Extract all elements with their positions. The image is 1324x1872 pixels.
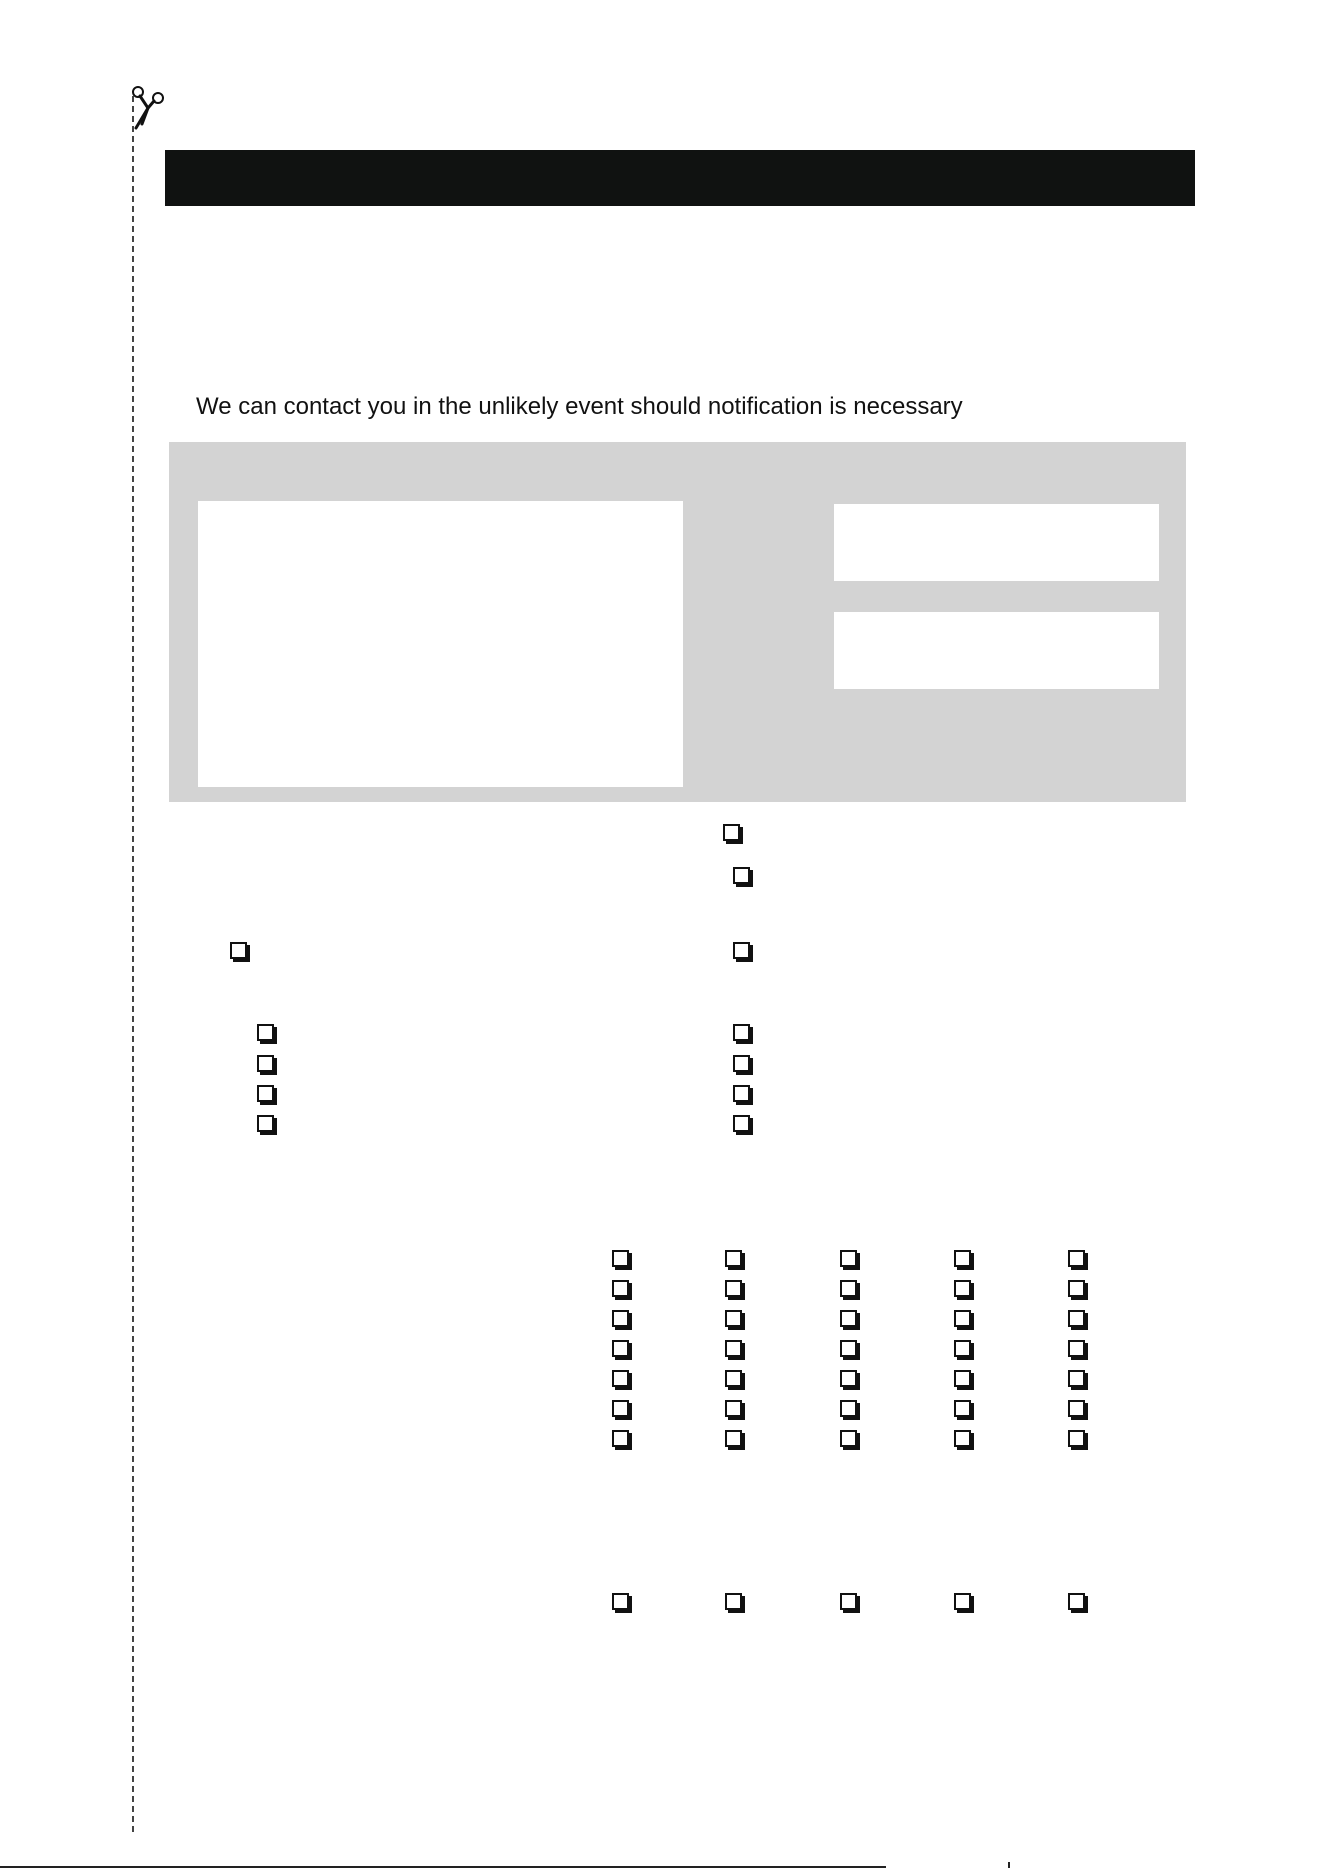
intro-text: We can contact you in the unlikely event should notification is necessary [196,393,963,420]
rating-checkbox[interactable] [612,1310,629,1327]
bottom-rule [0,1866,886,1868]
bottom-tick [1008,1862,1010,1868]
rating-checkbox[interactable] [1068,1593,1085,1610]
checkbox[interactable] [733,1085,750,1102]
rating-checkbox[interactable] [612,1370,629,1387]
cut-line [132,96,134,1832]
checkbox[interactable] [733,1055,750,1072]
rating-checkbox[interactable] [725,1370,742,1387]
rating-checkbox[interactable] [954,1310,971,1327]
rating-checkbox[interactable] [725,1340,742,1357]
rating-checkbox[interactable] [1068,1370,1085,1387]
contact-field-1[interactable] [834,504,1159,581]
rating-checkbox[interactable] [725,1310,742,1327]
checkbox[interactable] [733,942,750,959]
contact-panel [169,442,1186,802]
contact-field-2[interactable] [834,612,1159,689]
rating-checkbox[interactable] [954,1430,971,1447]
rating-checkbox[interactable] [725,1430,742,1447]
rating-checkbox[interactable] [840,1250,857,1267]
address-box[interactable] [198,501,683,787]
rating-checkbox[interactable] [612,1430,629,1447]
title-bar [165,150,1195,206]
rating-checkbox[interactable] [1068,1250,1085,1267]
rating-checkbox[interactable] [840,1593,857,1610]
rating-checkbox[interactable] [1068,1430,1085,1447]
rating-checkbox[interactable] [1068,1280,1085,1297]
rating-checkbox[interactable] [954,1400,971,1417]
rating-checkbox[interactable] [954,1593,971,1610]
rating-checkbox[interactable] [954,1280,971,1297]
rating-checkbox[interactable] [612,1400,629,1417]
checkbox[interactable] [257,1115,274,1132]
rating-checkbox[interactable] [612,1593,629,1610]
rating-checkbox[interactable] [612,1250,629,1267]
checkbox[interactable] [257,1085,274,1102]
rating-checkbox[interactable] [1068,1340,1085,1357]
rating-checkbox[interactable] [840,1340,857,1357]
checkbox[interactable] [733,867,750,884]
rating-checkbox[interactable] [1068,1400,1085,1417]
rating-checkbox[interactable] [840,1430,857,1447]
checkbox[interactable] [733,1024,750,1041]
checkbox[interactable] [257,1055,274,1072]
rating-checkbox[interactable] [954,1370,971,1387]
rating-checkbox[interactable] [840,1280,857,1297]
rating-checkbox[interactable] [612,1280,629,1297]
scissors-icon [128,84,168,132]
rating-checkbox[interactable] [954,1340,971,1357]
rating-checkbox[interactable] [840,1310,857,1327]
checkbox[interactable] [733,1115,750,1132]
rating-checkbox[interactable] [1068,1310,1085,1327]
rating-checkbox[interactable] [612,1340,629,1357]
rating-checkbox[interactable] [954,1250,971,1267]
rating-checkbox[interactable] [840,1400,857,1417]
rating-checkbox[interactable] [725,1593,742,1610]
rating-checkbox[interactable] [725,1280,742,1297]
checkbox[interactable] [723,824,740,841]
rating-checkbox[interactable] [725,1400,742,1417]
rating-checkbox[interactable] [840,1370,857,1387]
rating-checkbox[interactable] [725,1250,742,1267]
checkbox[interactable] [230,942,247,959]
checkbox[interactable] [257,1024,274,1041]
